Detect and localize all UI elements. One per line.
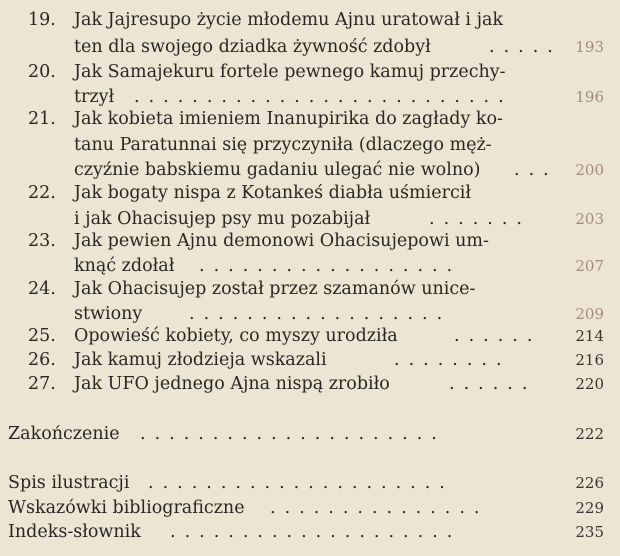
- toc-entry-line: Jak kobieta imieniem Inanupirika do zagłady ko-: [74, 109, 503, 129]
- toc-entry-line: Jak Samajekuru fortele pewnego kamuj przechy-: [74, 62, 506, 82]
- toc-section: [8, 470, 612, 496]
- toc-entry-number: 25.: [28, 326, 56, 346]
- toc-page-number: 226: [575, 474, 604, 492]
- toc-page-number: 214: [575, 327, 604, 345]
- toc-page-number: 200: [575, 161, 604, 179]
- toc-entry-number: 26.: [28, 350, 56, 370]
- leader-dots: .....................: [140, 424, 446, 444]
- toc-entry-line: czyźnie babskiemu gadaniu ulegać nie wolno): [74, 160, 481, 180]
- toc-entry-line: tanu Paratunnai się przyczyniła (dlaczego męż-: [74, 135, 492, 155]
- toc-page-number: 235: [575, 523, 604, 541]
- toc-entry-line: Opowieść kobiety, co myszy urodziła: [74, 326, 398, 346]
- toc-entry-line: ten dla swojego dziadka żywność zdobył: [74, 37, 431, 57]
- toc-entry-line: Jak Jajresupo życie młodemu Ajnu uratował i jak: [74, 10, 504, 30]
- toc-page-number: 207: [575, 257, 604, 275]
- leader-dots: ..........................: [134, 87, 513, 107]
- toc-entry: [74, 371, 612, 397]
- leader-dots: ...: [514, 160, 558, 180]
- toc-entry-line: i jak Ohacisujep psy mu pozabijał: [74, 209, 371, 229]
- toc-entry-line: stwiony: [74, 304, 143, 324]
- toc-section: [8, 421, 612, 447]
- toc-page-number: 209: [575, 305, 604, 323]
- toc-page-number: 193: [575, 38, 604, 56]
- leader-dots: ......: [449, 374, 537, 394]
- toc-page-number: 229: [575, 499, 604, 517]
- toc-entry-number: 27.: [28, 374, 56, 394]
- leader-dots: ..................: [189, 304, 452, 324]
- toc-entry-line: Jak UFO jednego Ajna nispą zrobiło: [74, 374, 390, 394]
- toc-entry-number: 21.: [28, 109, 56, 129]
- toc-entry-line: Jak kamuj złodzieja wskazali: [74, 350, 327, 370]
- toc-section-title: Indeks-słownik: [8, 522, 141, 542]
- toc-entry: [74, 323, 612, 349]
- leader-dots: ..................: [199, 256, 462, 276]
- toc-page-number: 222: [575, 425, 604, 443]
- toc-entry-number: 19.: [28, 10, 56, 30]
- leader-dots: .....: [489, 37, 562, 57]
- leader-dots: ....................: [170, 522, 462, 542]
- toc-page-number: 220: [575, 375, 604, 393]
- toc-page-number: 216: [575, 351, 604, 369]
- leader-dots: ......: [454, 326, 542, 346]
- toc-entry-number: 22.: [28, 183, 56, 203]
- toc-section: [8, 519, 612, 545]
- toc-entry-number: 20.: [28, 62, 56, 82]
- toc-section-title: Wskazówki bibliograficzne: [8, 498, 245, 518]
- toc-entry: [74, 347, 612, 373]
- leader-dots: ........: [394, 350, 511, 370]
- toc-entry: [74, 34, 612, 60]
- toc-entry-line: Jak Ohacisujep został przez szamanów unice-: [74, 279, 476, 299]
- toc-entry-line: Jak bogaty nispa z Kotankeś diabła uśmiercił: [74, 183, 472, 203]
- toc-section: [8, 495, 612, 521]
- leader-dots: ...............: [270, 498, 489, 518]
- toc-entry-number: 24.: [28, 279, 56, 299]
- leader-dots: .......: [429, 209, 531, 229]
- toc-entry-line: trzył: [74, 87, 115, 107]
- toc-entry-line: Jak pewien Ajnu demonowi Ohacisujepowi um-: [74, 231, 489, 251]
- toc-page-number: 196: [575, 88, 604, 106]
- toc-section-title: Spis ilustracji: [8, 473, 130, 493]
- toc-entry-number: 23.: [28, 231, 56, 251]
- toc-page-number: 203: [575, 210, 604, 228]
- toc-section-title: Zakończenie: [8, 424, 120, 444]
- toc-entry-line: knąć zdołał: [74, 256, 175, 276]
- leader-dots: .....................: [148, 473, 454, 493]
